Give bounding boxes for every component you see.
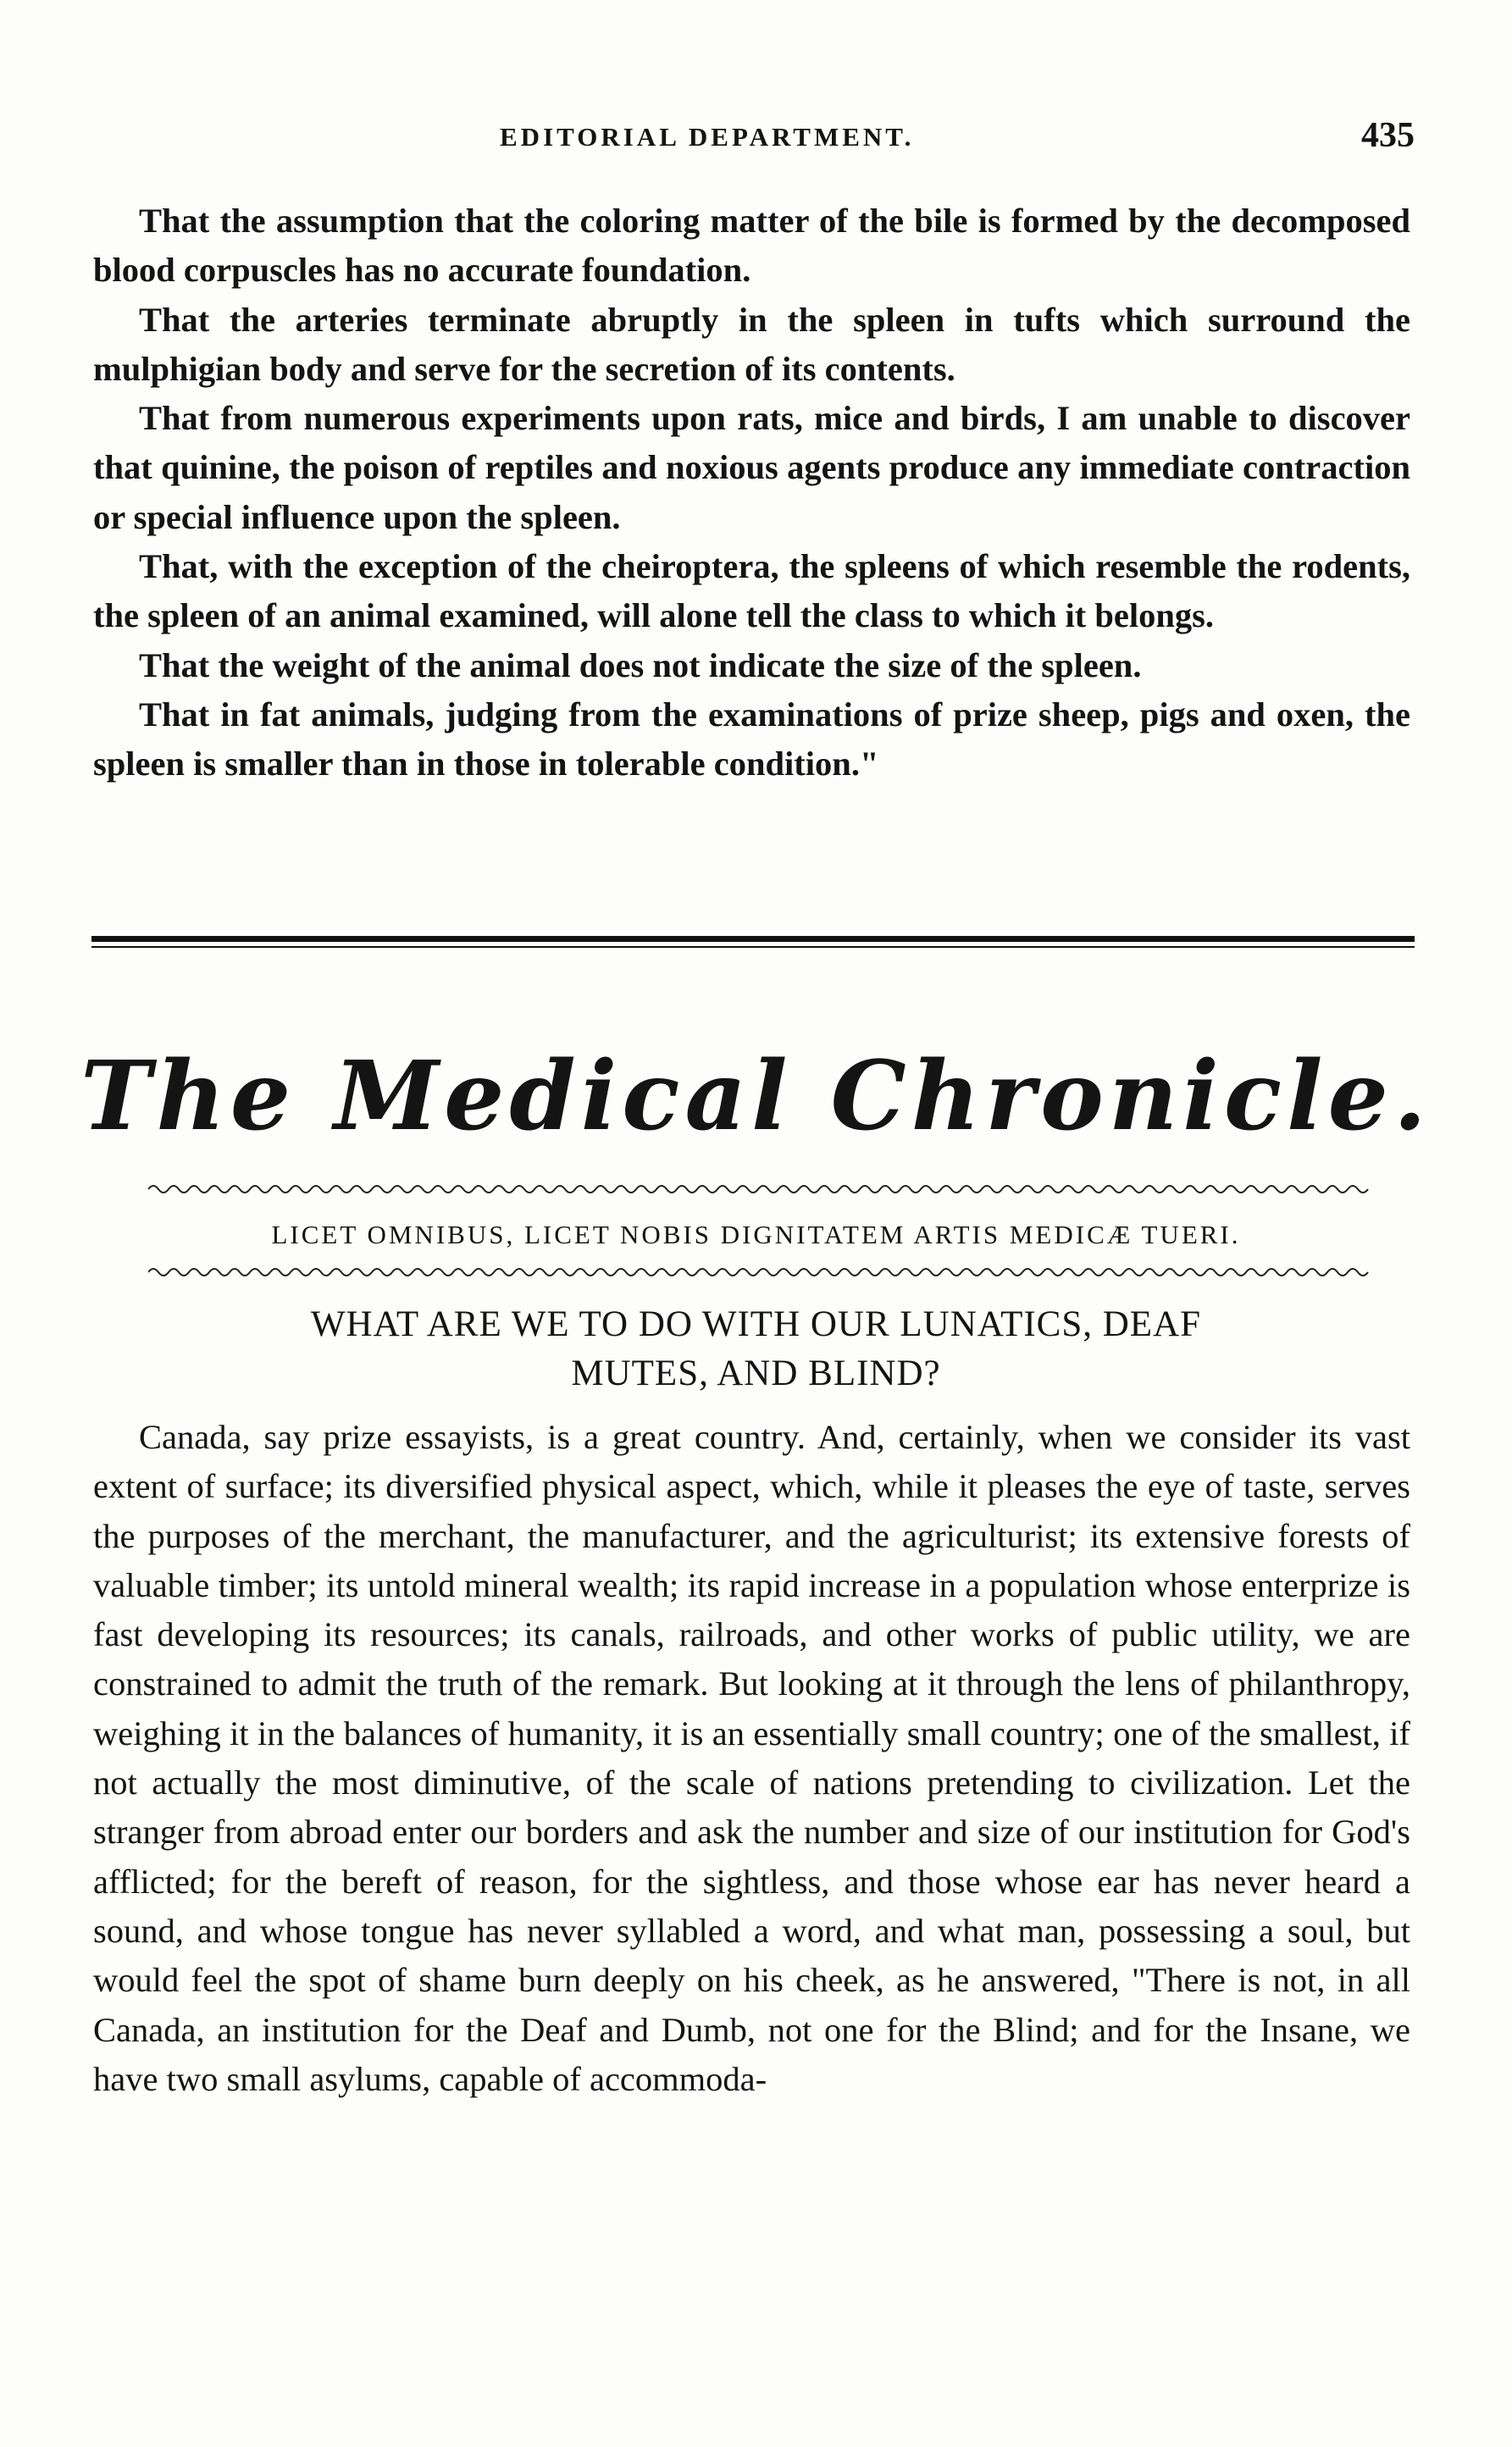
quoted-paragraph: That from numerous experiments upon rats, mice and birds, I am unable to discover that quinine, the poison of reptiles and noxious agents produce any immediate contraction or special influence upon the spleen.: [93, 399, 1410, 536]
masthead-wavy-rule: [148, 1182, 1372, 1197]
article-title-line-1: WHAT ARE WE TO DO WITH OUR LUNATICS, DEAF: [310, 1304, 1202, 1344]
divider-thick-rule: [91, 936, 1415, 942]
article-title-line-2: MUTES, AND BLIND?: [571, 1354, 941, 1393]
quoted-conclusions: [93, 197, 1410, 789]
chronicle-masthead: The Medical Chronicle.: [80, 1041, 1432, 1152]
article-paragraph: Canada, say prize essayists, is a great country. And, certainly, when we consider its vast extent of surface; its diversified physical aspect, which, while it pleases the eye of taste, serves the purposes of the merchant, the manufacturer, and the agriculturist; its extensive forests of valuable timber; its untold mineral wealth; its rapid increase in a population whose enterprize is fast developing its resources; its canals, railroads, and other works of public utility, we are constrained to admit the truth of the remark. But looking at it through the lens of philanthropy, weighing it in the balances of humanity, it is an essentially small country; one of the smallest, if not actually the most diminutive, of the scale of nations pretending to civilization. Let the stranger from abroad enter our borders and ask the number and size of our institution for God's afflicted; for the bereft of reason, for the sightless, and those whose ear has never heard a sound, and whose tongue has never syllabled a word, and what man, possessing a soul, but would feel the spot of shame burn deeply on his cheek, as he answered, "There is not, in all Canada, an institution for the Deaf and Dumb, not one for the Blind; and for the Insane, we have two small asylums, capable of accommoda-: [93, 1418, 1410, 2098]
quoted-paragraph: That the weight of the animal does not indicate the size of the spleen.: [139, 645, 1142, 684]
chronicle-motto: LICET OMNIBUS, LICET NOBIS DIGNITATEM ARTIS MEDICÆ TUERI.: [271, 1220, 1241, 1249]
quoted-paragraph: That the assumption that the coloring matter of the bile is formed by the decomposed blood corpuscles has no accurate foundation.: [93, 202, 1410, 290]
running-head: [93, 116, 1415, 161]
article-body: [93, 1413, 1410, 2104]
motto-wavy-rule: [148, 1265, 1372, 1280]
section-divider: [91, 936, 1415, 948]
running-title: EDITORIAL DEPARTMENT.: [500, 122, 915, 152]
page-number: 435: [1361, 116, 1415, 155]
quoted-paragraph: That in fat animals, judging from the examinations of prize sheep, pigs and oxen, the spleen is smaller than in those in tolerable condition.": [93, 695, 1410, 783]
divider-thin-rule: [91, 946, 1415, 948]
quoted-paragraph: That the arteries terminate abruptly in the spleen in tufts which surround the mulphigian body and serve for the secretion of its contents.: [93, 300, 1410, 388]
article-title: [0, 1300, 1512, 1398]
quoted-paragraph: That, with the exception of the cheiroptera, the spleens of which resemble the rodents, the spleen of an animal examined, will alone tell the class to which it belongs.: [93, 547, 1410, 635]
